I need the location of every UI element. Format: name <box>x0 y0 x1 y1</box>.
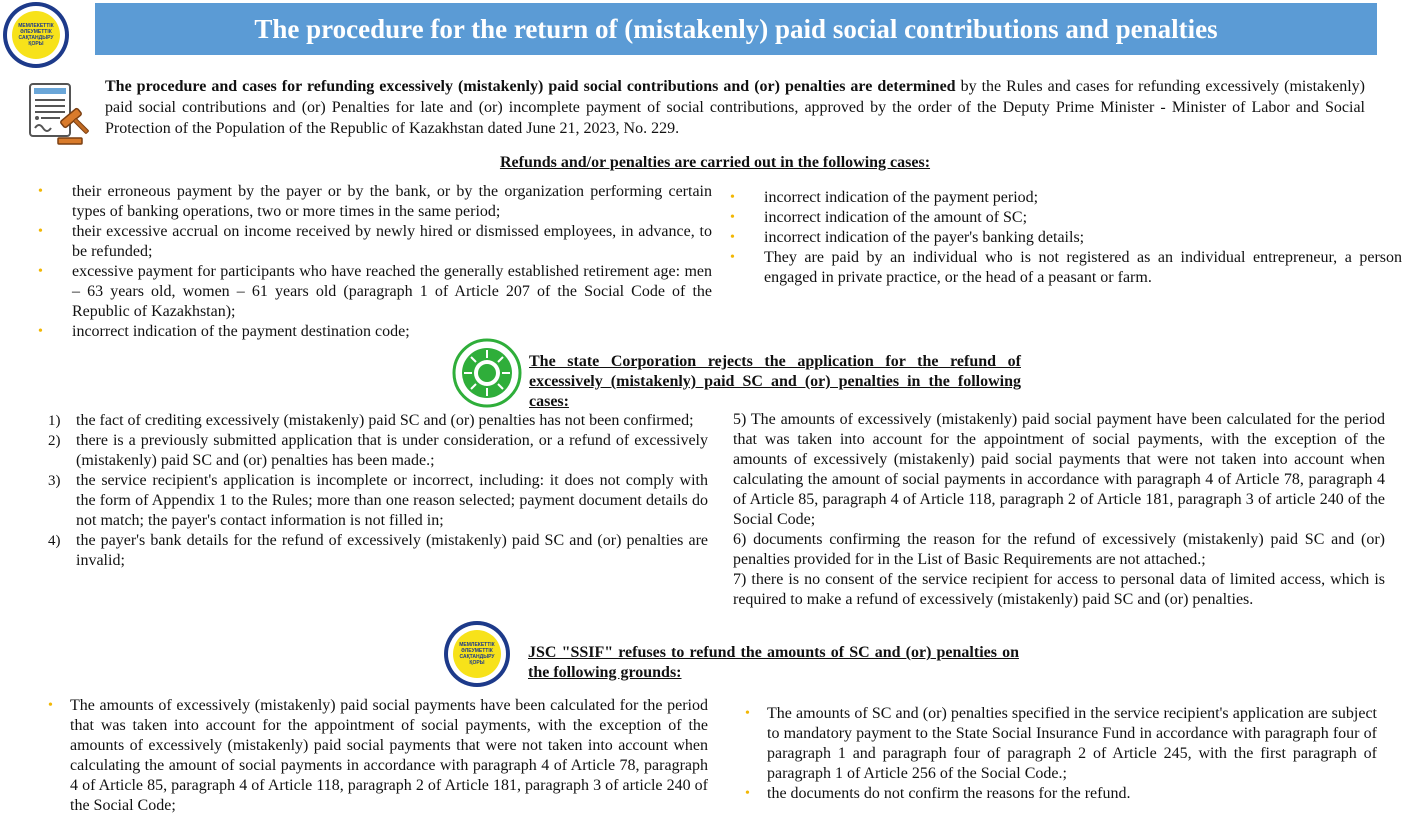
bullet-icon: • <box>38 224 43 239</box>
bullet-icon: • <box>730 210 735 225</box>
bullet-icon: • <box>745 706 750 721</box>
state-corporation-logo-icon <box>452 338 522 408</box>
state-corp-item-6: 6) documents confirming the reason for the refund of excessively (mistakenly) paid SC and (or) penalties provided for in the List of Basic Requirements are not attached.; <box>733 531 1385 568</box>
list-item: • incorrect indication of the payer's banking details; <box>730 229 1085 246</box>
bullet-icon: • <box>730 230 735 245</box>
refund-cases-left-list <box>38 182 712 342</box>
list-item: • the documents do not confirm the reasons for the refund. <box>745 785 1131 802</box>
ssif-heading: JSC "SSIF" refuses to refund the amounts of SC and (or) penalties on the following grounds: <box>528 644 1019 681</box>
list-item: • their erroneous payment by the payer or by the bank, or by the organization performing certain types of banking operations, two or more times in the same period; <box>38 183 712 220</box>
refund-cases-right-list <box>730 188 1402 288</box>
list-item: 2) there is a previously submitted application that is under consideration, or a refund of excessively (mistakenly) paid SC and (or) penalties has been made.; <box>48 432 708 469</box>
page-title: The procedure for the return of (mistakenly) paid social contributions and penalties <box>254 13 1218 44</box>
bullet-icon: • <box>730 250 735 265</box>
bullet-icon: • <box>730 190 735 205</box>
bullet-icon: • <box>38 184 43 199</box>
title-bar <box>95 3 1377 55</box>
list-item: 4) the payer's bank details for the refund of excessively (mistakenly) paid SC and (or) penalties are invalid; <box>48 532 708 569</box>
refund-cases-heading: Refunds and/or penalties are carried out in the following cases: <box>499 154 931 171</box>
state-corp-right-text <box>733 410 1385 610</box>
state-corp-item-5: 5) The amounts of excessively (mistakenly) paid social payment have been calculated for the period that was taken into account for the appointment of social payments, with the exception of the amounts of excessively (mistakenly) paid social payments that were not taken into account when calculating the amount of social payments in accordance with paragraph 4 of Article 78, paragraph 4 of Article 85, paragraph 4 of Article 118, paragraph 2 of Article 181, paragraph 3 of article 240 of the Social Code; <box>733 411 1385 528</box>
ssif-small-logo <box>444 621 510 687</box>
list-item: • incorrect indication of the amount of SC; <box>730 209 1028 226</box>
bullet-icon: • <box>38 264 43 279</box>
intro-bold: The procedure and cases for refunding excessively (mistakenly) paid social contributions and (or) penalties are determined <box>105 78 956 95</box>
ssif-left-list <box>48 696 708 816</box>
list-item: • incorrect indication of the payment period; <box>730 189 1039 206</box>
list-item: • The amounts of SC and (or) penalties specified in the service recipient's application are subject to mandatory payment to the State Social Insurance Fund in accordance with paragraph four of paragraph 1 and paragraph four of paragraph 2 of Article 245, with the first paragraph of paragraph 1 of Article 256 of the Social Code.; <box>745 705 1377 782</box>
list-item: 3) the service recipient's application is incomplete or incorrect, including: it does not comply with the form of Appendix 1 to the Rules; more than one reason selected; payment document details do not match; the payer's contact information is not filled in; <box>48 472 708 529</box>
ssif-logo <box>3 2 69 68</box>
state-corp-item-7: 7) there is no consent of the service recipient for access to personal data of limited access, which is required to make a refund of excessively (mistakenly) paid SC and (or) penalties. <box>733 571 1385 608</box>
state-corp-left-list <box>48 411 708 571</box>
bullet-icon: • <box>48 698 53 713</box>
intro-rest: by the Rules and cases for refunding excessively (mistakenly) paid social contributions and (or) Penalties for late and (or) incomplete payment of social contributions, approved by the order of the Deputy Prime Minister - Minister of Labor and Social Protection of the Population of the Republic of Kazakhstan dated June 21, 2023, No. 229. <box>105 78 1366 137</box>
list-item: • They are paid by an individual who is not registered as an individual entrepreneur, a person engaged in private practice, or the head of a peasant or farm. <box>730 249 1402 286</box>
list-item: • their excessive accrual on income received by newly hired or dismissed employees, in advance, to be refunded; <box>38 223 712 260</box>
ssif-logo-text: МЕМЛЕКЕТТІК ӘЛЕУМЕТТІК САҚТАНДЫРУ ҚОРЫ <box>12 11 60 59</box>
bullet-icon: • <box>745 786 750 801</box>
list-item: • incorrect indication of the payment destination code; <box>38 323 410 340</box>
document-gavel-icon <box>24 80 96 146</box>
list-item: • excessive payment for participants who have reached the generally established retirement age: men – 63 years old, women – 61 years old (paragraph 1 of Article 207 of the Social Code of the Republic of Kazakhstan); <box>38 263 712 320</box>
ssif-small-logo-text: МЕМЛЕКЕТТІК ӘЛЕУМЕТТІК САҚТАНДЫРУ ҚОРЫ <box>453 630 501 678</box>
ssif-right-list <box>745 704 1377 804</box>
list-item: • The amounts of excessively (mistakenly) paid social payments have been calculated for the period that was taken into account for the appointment of social payments, with the exception of the amounts of excessively (mistakenly) paid social payments that were not taken into account when calculating the amount of social payments in accordance with paragraph 4 of Article 78, paragraph 4 of Article 85, paragraph 4 of Article 118, paragraph 2 of Article 181, paragraph 3 of article 240 of the Social Code; <box>48 697 708 814</box>
bullet-icon: • <box>38 324 43 339</box>
intro-paragraph <box>105 76 1365 139</box>
list-item: 1) the fact of crediting excessively (mistakenly) paid SC and (or) penalties has not been confirmed; <box>48 412 694 429</box>
state-corp-heading: The state Corporation rejects the application for the refund of excessively (mistakenly) paid SC and (or) penalties in the following cases: <box>529 353 1021 410</box>
